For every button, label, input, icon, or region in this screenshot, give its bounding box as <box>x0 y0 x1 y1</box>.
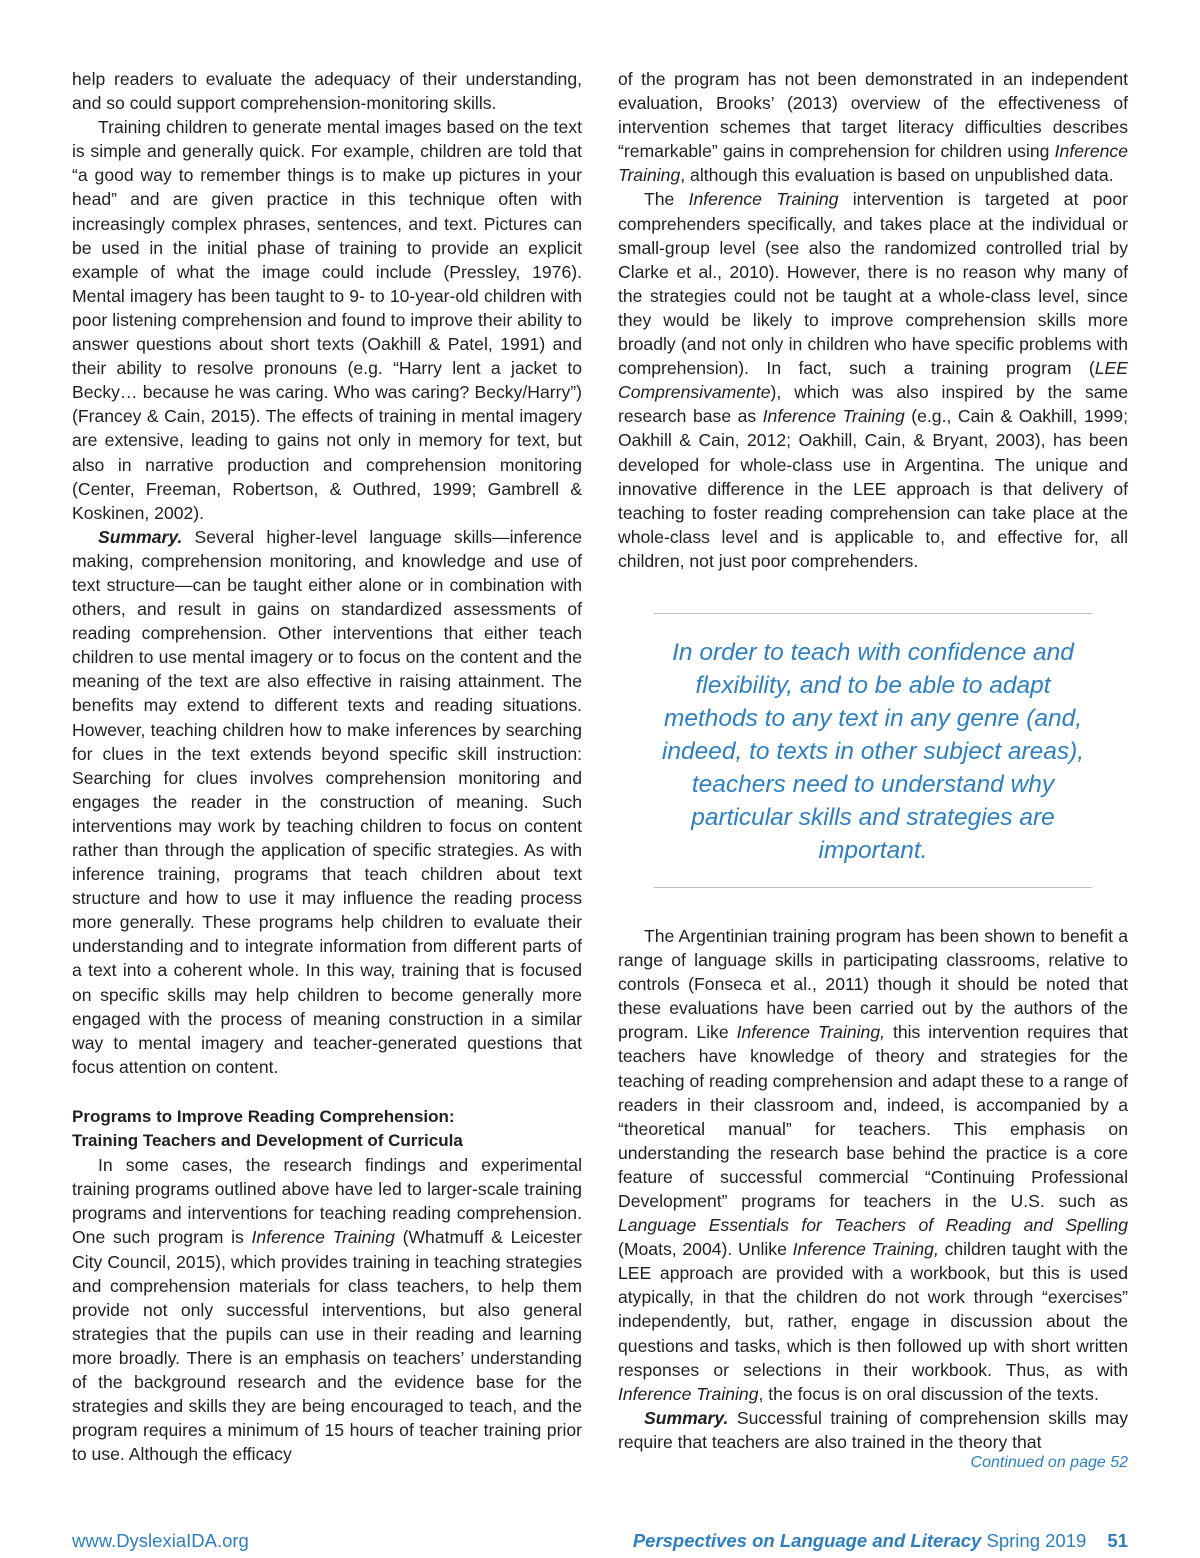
summary-label: Summary. <box>644 1407 729 1428</box>
program-title: Language Essentials for Teachers of Reading and Spelling <box>618 1215 1128 1236</box>
program-title: Inference Training, <box>736 1022 886 1043</box>
text-run: (Moats, 2004). Unlike <box>618 1239 793 1260</box>
text-run: The <box>644 189 689 210</box>
left-column <box>72 67 582 1466</box>
text-run: In some cases, the research findings and experimental training programs outlined above have led to larger-scale training programs and interventions for teaching reading comprehension. One such program is <box>72 1155 582 1248</box>
program-title: Inference Training <box>618 141 1128 186</box>
paragraph <box>618 187 1128 573</box>
program-title: Inference Training <box>688 189 839 210</box>
summary-paragraph <box>618 1406 1128 1454</box>
summary-text: Successful training of comprehension skills may require that teachers are also trained in the theory that <box>618 1407 1128 1452</box>
footer-website[interactable]: www.DyslexiaIDA.org <box>72 1530 249 1551</box>
text-run: intervention is targeted at poor comprehenders specifically, and takes place at the individual or small-group level (see also the randomized controlled trial by Clarke et al., 2010). However, there is no reason why many of the strategies could not be taught at a whole-class level, since they would be likely to improve comprehension skills more broadly (and not only in children who have specific problems with comprehension). In fact, such a training program ( <box>618 189 1128 379</box>
text-run: of the program has not been demonstrated in an independent evaluation, Brooks’ (2013) overview of the effectiveness of intervention schemes that target literacy difficulties describes “remarkable” gains in comprehension for children using <box>618 69 1128 162</box>
section-heading <box>72 1105 582 1153</box>
paragraph: Training children to generate mental images based on the text is simple and generally quick. For example, children are told that “a good way to remember things is to make up pictures in your head” and are given practice in this technique often with increasingly complex phrases, sentences, and text. Pictures can be used in the initial phase of training to provide an explicit example of what the image could include (Pressley, 1976). Mental imagery has been taught to 9- to 10-year-old children with poor listening comprehension and found to improve their ability to answer questions about short texts (Oakhill & Patel, 1991) and their ability to resolve pronouns (e.g. “Harry lent a jacket to Becky… because he was caring. Who was caring? Becky/Harry”) (Francey & Cain, 2015). The effects of training in mental imagery are extensive, leading to gains not only in memory for text, but also in narrative production and comprehension monitoring (Center, Freeman, Robertson, & Outhred, 1999; Gambrell & Koskinen, 2002). <box>72 117 582 523</box>
text-run: The Argentinian training program has been shown to benefit a range of language skills in participating classrooms, relative to controls (Fonseca et al., 2011) though it should be noted that these evaluations have been carried out by the authors of the program. Like <box>618 925 1128 1043</box>
program-title: Inference Training, <box>792 1239 939 1260</box>
text-run: ), which was also inspired by the same research base as <box>618 382 1128 427</box>
text-run: , although this evaluation is based on unpublished data. <box>680 165 1114 186</box>
pull-quote <box>654 613 1092 888</box>
text-run: (Whatmuff & Leicester City Council, 2015), which provides training in teaching strategies and comprehension materials for class teachers, to help them provide not only successful interventions, but also general strategies that the pupils can use in their reading and learning more broadly. There is an emphasis on teachers’ understanding of the background research and the evidence base for the strategies and skills they are being encouraged to teach, and the program requires a minimum of 15 hours of teacher training prior to use. Although the efficacy <box>72 1227 582 1465</box>
program-title: LEE Comprensivamente <box>618 358 1128 403</box>
summary-paragraph <box>72 525 582 1079</box>
text-run: , the focus is on oral discussion of the texts. <box>758 1383 1099 1404</box>
text-run: this intervention requires that teachers have knowledge of theory and strategies for the teaching of reading comprehension and adapt these to a range of readers in their classroom and, indeed, is accompanied by a “theoretical manual” for teachers. This emphasis on understanding the research base behind the practice is a core feature of successful commercial “Continuing Professional Development” programs for teachers in the U.S. such as <box>618 1022 1129 1211</box>
summary-text: Several higher-level language skills—inference making, comprehension monitoring, and knowledge and use of text structure—can be taught either alone or in combination with others, and result in gains on standardized assessments of reading comprehension. Other interventions that either teach children to use mental imagery or to focus on the content and the meaning of the text are also effective in raising attainment. The benefits may extend to different texts and reading situations. However, teaching children how to make inferences by searching for clues in the text extends beyond specific skill instruction: Searching for clues involves comprehension monitoring and engages the reader in the construction of meaning. Such interventions may work by teaching children to focus on content rather than through the application of specific strategies. As with inference training, programs that teach children about text structure and how to use it may influence the reading process more generally. These programs help children to evaluate their understanding and to integrate information from different parts of a text into a coherent whole. In this way, training that is focused on specific skills may help children to become generally more engaged with the process of meaning construction in a similar way to mental imagery and teacher-generated questions that focus attention on content. <box>72 526 582 1077</box>
page-number: 51 <box>1107 1530 1128 1551</box>
right-column <box>618 67 1128 1474</box>
program-title: Inference Training <box>251 1227 395 1248</box>
program-title: Inference Training <box>762 406 905 427</box>
section-heading-line: Training Teachers and Development of Curricula <box>72 1131 463 1151</box>
footer-issue: Spring 2019 <box>986 1530 1087 1551</box>
footer-journal-title: Perspectives on Language and Literacy <box>632 1530 982 1551</box>
paragraph <box>618 924 1128 1406</box>
program-title: Inference Training <box>618 1383 759 1404</box>
paragraph: help readers to evaluate the adequacy of their understanding, and so could support comprehension-monitoring skills. <box>72 69 582 114</box>
paragraph <box>72 1153 582 1466</box>
pull-quote-text: In order to teach with confidence and flexibility, and to be able to adapt methods to any text in any genre (and, indeed, to texts in other subject areas), teachers need to understand why particular skills and strategies are important. <box>661 638 1085 864</box>
section-heading-line: Programs to Improve Reading Comprehension: <box>72 1106 455 1126</box>
text-run: (e.g., Cain & Oakhill, 1999; Oakhill & Cain, 2012; Oakhill, Cain, & Bryant, 2003), has been developed for whole-class use in Argentina. The unique and innovative difference in the LEE approach is that delivery of teaching to foster reading comprehension can take place at the whole-class level and is applicable to, and effective for, all children, not just poor comprehenders. <box>618 406 1128 571</box>
continued-link[interactable]: Continued on page 52 <box>970 1454 1128 1472</box>
footer-journal-info <box>633 1529 1128 1553</box>
paragraph <box>618 67 1128 187</box>
text-run: children taught with the LEE approach are provided with a workbook, but this is used atypically, in that the children do not work through “exercises” independently, but, rather, engage in discussion about the questions and tasks, which is then followed up with short written responses or selections in their workbook. Thus, as with <box>618 1239 1129 1380</box>
summary-label: Summary. <box>98 526 183 547</box>
